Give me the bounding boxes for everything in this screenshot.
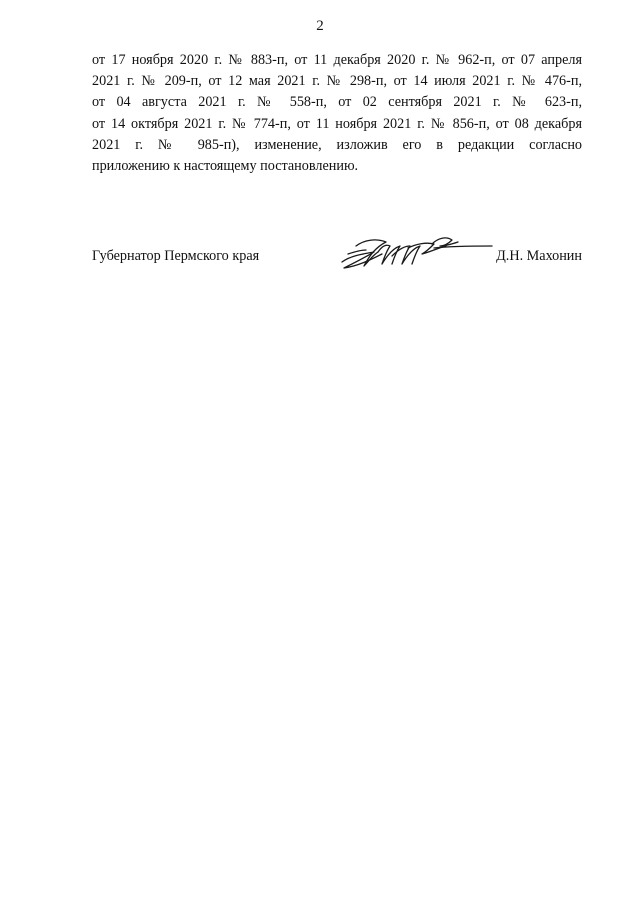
body-line: 2021 г. № 209-п, от 12 мая 2021 г. № 298-п, от 14 июля 2021 г. № 476-п,	[92, 73, 582, 90]
signer-name: Д.Н. Махонин	[496, 248, 582, 264]
body-line: от 17 ноября 2020 г. № 883-п, от 11 декабря 2020 г. № 962-п, от 07 апреля	[92, 52, 582, 68]
body-line: от 14 октября 2021 г. № 774-п, от 11 ноября 2021 г. № 856-п, от 08 декабря	[92, 115, 582, 132]
signer-position: Губернатор Пермского края	[92, 248, 260, 264]
handwritten-signature-icon	[334, 232, 494, 276]
signature-block	[92, 232, 582, 276]
body-text	[92, 50, 582, 177]
body-line: от 04 августа 2021 г. № 558-п, от 02 сентября 2021 г. № 623-п,	[92, 94, 582, 111]
page-number: 2	[316, 18, 324, 34]
body-line: приложению к настоящему постановлению.	[92, 157, 359, 174]
body-line: 2021 г. № 985-п), изменение, изложив его в редакции согласно	[92, 136, 582, 153]
